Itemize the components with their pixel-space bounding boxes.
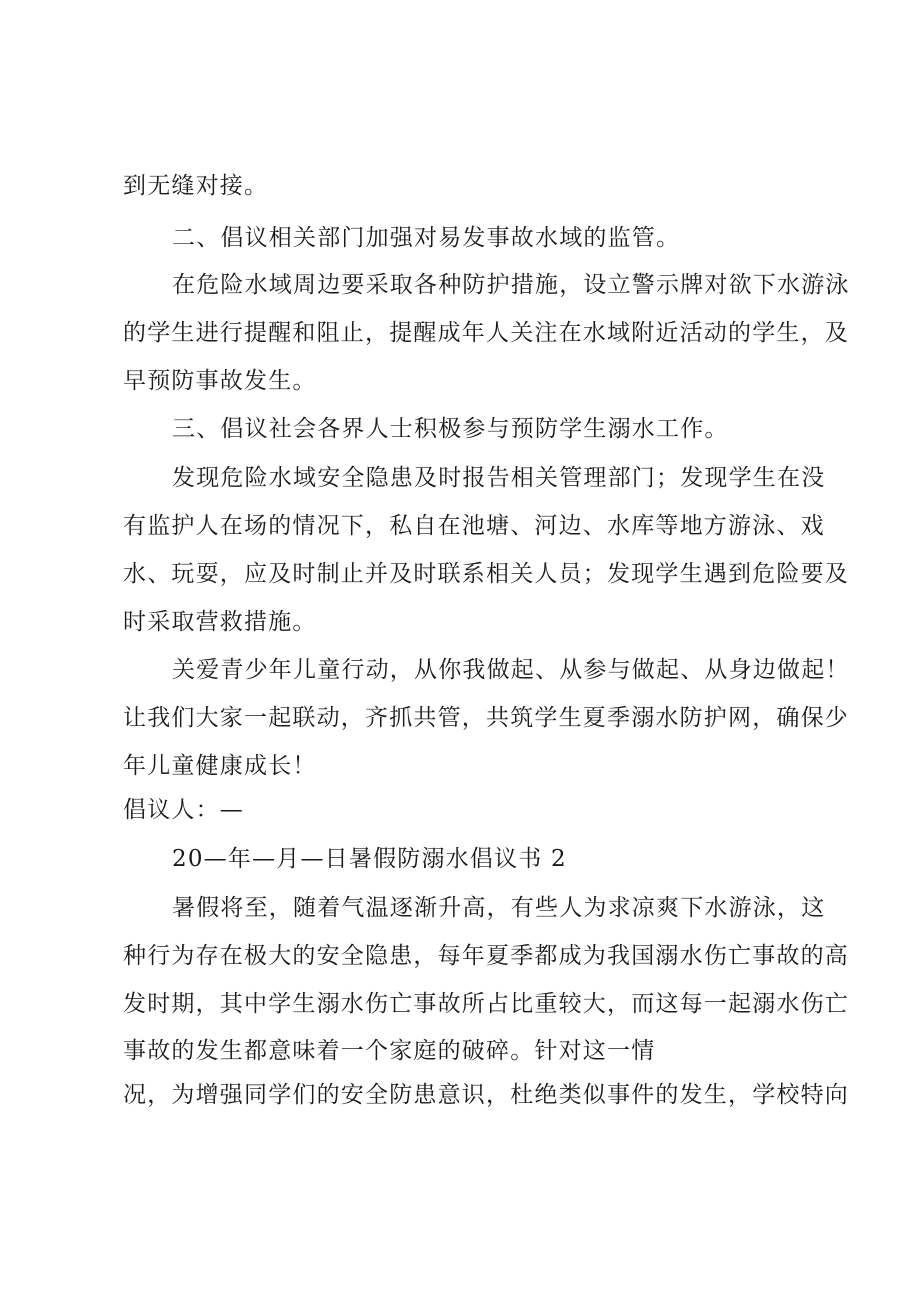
text-line: 到无缝对接。 [123, 173, 269, 199]
text-line: 况，为增强同学们的安全防患意识，杜绝类似事件的发生，学校特向 [123, 1082, 849, 1108]
text-line: 关爱青少年儿童行动，从你我做起、从参与做起、从身边做起！ [172, 657, 850, 683]
text-line: 让我们大家一起联动，齐抓共管，共筑学生夏季溺水防护网，确保少 [123, 705, 849, 731]
text-line: 时采取营救措施。 [123, 609, 317, 635]
text-line: 的学生进行提醒和阻止，提醒成年人关注在水域附近活动的学生，及 [123, 320, 849, 346]
section-heading: 二、倡议相关部门加强对易发事故水域的监管。 [172, 225, 681, 251]
section-heading: 三、倡议社会各界人士积极参与预防学生溺水工作。 [172, 416, 729, 442]
text-line: 发时期，其中学生溺水伤亡事故所占比重较大，而这每一起溺水伤亡 [123, 991, 849, 1017]
text-line: 有监护人在场的情况下，私自在池塘、河边、水库等地方游泳、戏 [123, 513, 825, 539]
text-line: 年儿童健康成长！ [123, 753, 317, 779]
signature-line: 倡议人：— [123, 797, 244, 823]
text-line: 发现危险水域安全隐患及时报告相关管理部门；发现学生在没 [172, 465, 826, 491]
text-line: 早预防事故发生。 [123, 368, 317, 394]
doc-title: 20—年—月—日暑假防溺水倡议书 2 [172, 846, 567, 872]
text-line: 暑假将至，随着气温逐渐升高，有些人为求凉爽下水游泳，这 [172, 895, 826, 921]
text-line: 种行为存在极大的安全隐患，每年夏季都成为我国溺水伤亡事故的高 [123, 943, 849, 969]
text-line: 事故的发生都意味着一个家庭的破碎。针对这一情 [123, 1038, 656, 1064]
text-line: 水、玩耍，应及时制止并及时联系相关人员；发现学生遇到危险要及 [123, 561, 849, 587]
text-line: 在危险水域周边要采取各种防护措施，设立警示牌对欲下水游泳 [172, 272, 850, 298]
